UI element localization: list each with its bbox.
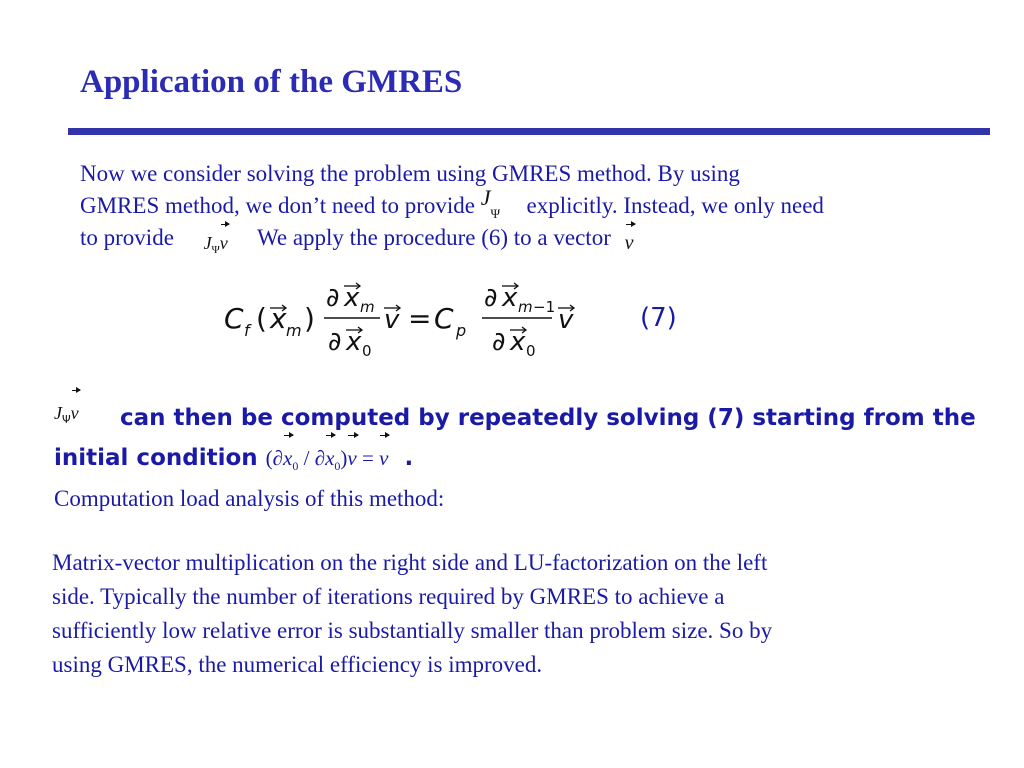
- svg-text:0: 0: [362, 342, 372, 360]
- svg-text:m: m: [286, 321, 302, 340]
- computation-load-heading: Computation load analysis of this method:: [54, 486, 445, 511]
- initial-condition-math: $(\partial x_0 / \partial x_0)v = v$: [266, 438, 389, 486]
- math-j-psi: $J_\Psi$: [480, 185, 501, 221]
- svg-text:f: f: [244, 321, 250, 340]
- intro-line-1: [80, 158, 1000, 190]
- svg-text:p: p: [456, 321, 467, 340]
- svg-text:=: =: [408, 302, 432, 335]
- svg-text:): ): [304, 302, 315, 335]
- svg-text:(: (: [256, 302, 267, 335]
- svg-text:∂: ∂: [326, 283, 340, 313]
- intro-line-3b-text: We apply the procedure (6) to a vector: [257, 225, 611, 250]
- svg-text:∂: ∂: [484, 283, 498, 313]
- intro-paragraph: [80, 158, 1000, 254]
- svg-text:m: m: [360, 298, 375, 316]
- analysis-line-3: sufficiently low relative error is substantially smaller than problem size. So by: [52, 618, 773, 643]
- svg-text:x: x: [270, 302, 287, 335]
- svg-text:0: 0: [526, 342, 536, 360]
- math-j-psi-v: $J_\Psi v$: [180, 222, 252, 258]
- svg-text:∂: ∂: [328, 327, 342, 357]
- svg-text:v: v: [384, 305, 400, 335]
- computation-note-line-2-text: initial condition: [54, 445, 258, 471]
- intro-line-1-text: Now we consider solving the problem using GMRES method. By using: [80, 161, 740, 186]
- intro-line-2: [80, 185, 1000, 222]
- slide-title: Application of the GMRES: [80, 64, 463, 100]
- svg-text:x: x: [510, 327, 526, 357]
- math-j-psi-v-2: $^J$Ψv: [54, 398, 112, 442]
- svg-text:v: v: [558, 305, 574, 335]
- svg-text:C: C: [434, 302, 454, 335]
- computation-note-line-2: [54, 438, 994, 478]
- intro-line-2b-text: explicitly. Instead, we only need: [526, 193, 824, 218]
- svg-text:x: x: [502, 283, 518, 313]
- analysis-line-1: Matrix-vector multiplication on the right side and LU-factorization on the left: [52, 550, 768, 575]
- intro-line-3a-text: to provide: [80, 225, 174, 250]
- intro-line-3: [80, 222, 1000, 254]
- math-vector-v: v: [625, 222, 634, 255]
- svg-text:−1: −1: [533, 298, 556, 316]
- analysis-line-2: side. Typically the number of iterations required by GMRES to achieve a: [52, 584, 725, 609]
- computation-note-line-1-text: can then be computed by repeatedly solving (7) starting from the: [120, 405, 976, 431]
- intro-line-2a-text: GMRES method, we don’t need to provide: [80, 193, 475, 218]
- svg-text:x: x: [344, 283, 360, 313]
- equation-7-svg: [222, 278, 692, 362]
- svg-text:x: x: [346, 327, 362, 357]
- svg-text:∂: ∂: [492, 327, 506, 357]
- title-divider: [68, 128, 990, 135]
- svg-text:m: m: [518, 298, 533, 316]
- equation-number: (7): [640, 303, 677, 333]
- computation-note-line-2-end: .: [404, 445, 414, 471]
- analysis-line-4: using GMRES, the numerical efficiency is improved.: [52, 652, 543, 677]
- svg-text:C: C: [224, 302, 244, 335]
- equation-7: [222, 278, 692, 362]
- analysis-paragraph: [52, 546, 982, 682]
- computation-note: [54, 398, 994, 478]
- computation-note-line-1: [54, 398, 994, 438]
